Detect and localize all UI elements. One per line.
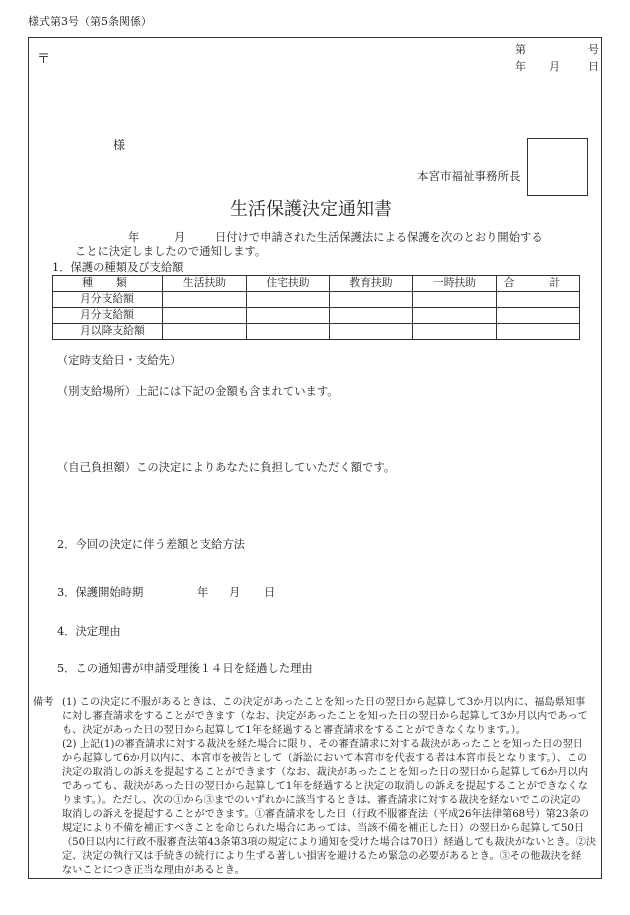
- header-housing-aid: 住宅扶助: [247, 276, 330, 292]
- remarks-line: (2) 上記(1)の審査請求に対する裁決を経た場合に限り、その審査請求に対する裁決があったことを知った日の翌日: [62, 739, 583, 750]
- self-pay-note: （自己負担額）この決定によりあなたに負担していただく額です。: [57, 461, 396, 474]
- header-temporary-aid: 一時扶助: [413, 276, 497, 292]
- amount-cell: [413, 324, 497, 340]
- amount-cell: [247, 308, 330, 324]
- section3-month: 月: [229, 586, 241, 599]
- ref-number-prefix: 第: [515, 43, 526, 56]
- remarks-line: であっても、裁決があった日の翌日から起算して1年を経過すると決定の取消しの訴えを提起することができなくな: [62, 781, 588, 792]
- remarks-line: ないことにつき正当な理由があるとき。: [62, 865, 245, 876]
- remarks-line: ります。）。ただし、次の①から③までのいずれかに該当するときは、審査請求に対する裁決を経ないでこの決定の: [62, 795, 581, 806]
- remarks-line: 定、決定の執行又は手続きの続行により生ずる著しい損害を避けるため緊急の必要があるとき。③その他裁決を経: [62, 851, 582, 862]
- remarks-line: 取消しの訴えを提起することができます。①審査請求をした日（行政不服審査法（平成26年法律第68号）第23条の: [62, 809, 590, 820]
- amount-cell: [497, 324, 580, 340]
- amount-cell: [413, 292, 497, 308]
- separate-payment-note: （別支給場所）上記には下記の金額も含まれています。: [57, 385, 339, 398]
- remarks-line: （50日以内に行政不服審査法第43条第3項の規定により通知を受けた場合は70日）経過しても裁決がないとき。②決: [62, 837, 596, 848]
- issuer-name: 本宮市福祉事務所長: [417, 169, 521, 183]
- section3-day: 日: [264, 586, 276, 599]
- document-title: 生活保護決定通知書: [230, 199, 392, 220]
- regular-payment-note: （定時支給日・支給先）: [57, 354, 182, 367]
- amount-cell: [247, 292, 330, 308]
- seal-box: [527, 138, 588, 196]
- remarks-line: 決定の取消しの訴えを提起することができます（なお、裁決があったことを知った日の翌日から起算して6か月以内: [62, 767, 588, 778]
- form-number: 様式第3号（第5条関係）: [28, 15, 152, 28]
- amount-cell: [163, 324, 247, 340]
- amount-cell: [163, 292, 247, 308]
- table-row: [53, 308, 580, 324]
- ref-number-suffix: 号: [588, 43, 599, 56]
- section2-heading: 2．今回の決定に伴う差額と支給方法: [57, 538, 245, 551]
- issue-date-day: 日: [588, 60, 599, 73]
- header-education-aid: 教育扶助: [330, 276, 413, 292]
- issue-date-month: 月: [549, 60, 560, 73]
- issue-date-year: 年: [515, 60, 526, 73]
- intro-year: 年: [128, 231, 140, 244]
- intro-line2: ことに決定しましたので通知します。: [75, 245, 267, 258]
- remarks-line: に対し審査請求をすることができます（なお、決定があったことを知った日の翌日から起算して3か月以内であって: [62, 711, 588, 722]
- section1-heading: 1．保護の種類及び支給額: [52, 261, 184, 274]
- addressee-honorific: 様: [113, 138, 126, 152]
- section3-heading: 3．保護開始時期: [57, 586, 144, 599]
- row-label: 月以降支給額: [53, 324, 163, 340]
- amount-cell: [497, 292, 580, 308]
- row-label: 月分支給額: [53, 292, 163, 308]
- remarks-line: から起算して6か月以内に、本宮市を被告として（訴訟において本宮市を代表する者は本宮市長となります。）、この: [62, 753, 588, 764]
- table-header-row: [53, 276, 580, 292]
- section3-year: 年: [197, 586, 209, 599]
- amount-cell: [163, 308, 247, 324]
- amount-cell: [413, 308, 497, 324]
- amount-cell: [330, 324, 413, 340]
- remarks-line: も、決定があった日の翌日から起算して1年を経過すると審査請求をすることができなくなります。）。: [62, 725, 526, 736]
- intro-line1: 日付けで申請された生活保護法による保護を次のとおり開始する: [215, 231, 543, 244]
- header-total: 合 計: [497, 276, 580, 292]
- postal-mark: 〒: [37, 52, 51, 67]
- amount-cell: [330, 308, 413, 324]
- section4-heading: 4．決定理由: [57, 625, 121, 638]
- section5-heading: 5．この通知書が申請受理後１４日を経過した理由: [57, 662, 313, 675]
- remarks-label: 備考: [33, 697, 54, 708]
- remarks-line: (1) この決定に不服があるときは、この決定があったことを知った日の翌日から起算して3か月以内に、福島県知事: [62, 697, 586, 708]
- amount-cell: [497, 308, 580, 324]
- table-row: [53, 324, 580, 340]
- amount-cell: [330, 292, 413, 308]
- intro-month: 月: [174, 231, 186, 244]
- remarks-line: 規定により不備を補正すべきことを命じられた場合にあっては、当該不備を補正した日）の翌日から起算して50日: [62, 823, 585, 834]
- benefit-table: [52, 275, 580, 340]
- row-label: 月分支給額: [53, 308, 163, 324]
- header-type: 種 類: [53, 276, 163, 292]
- table-row: [53, 292, 580, 308]
- amount-cell: [247, 324, 330, 340]
- header-livelihood-aid: 生活扶助: [163, 276, 247, 292]
